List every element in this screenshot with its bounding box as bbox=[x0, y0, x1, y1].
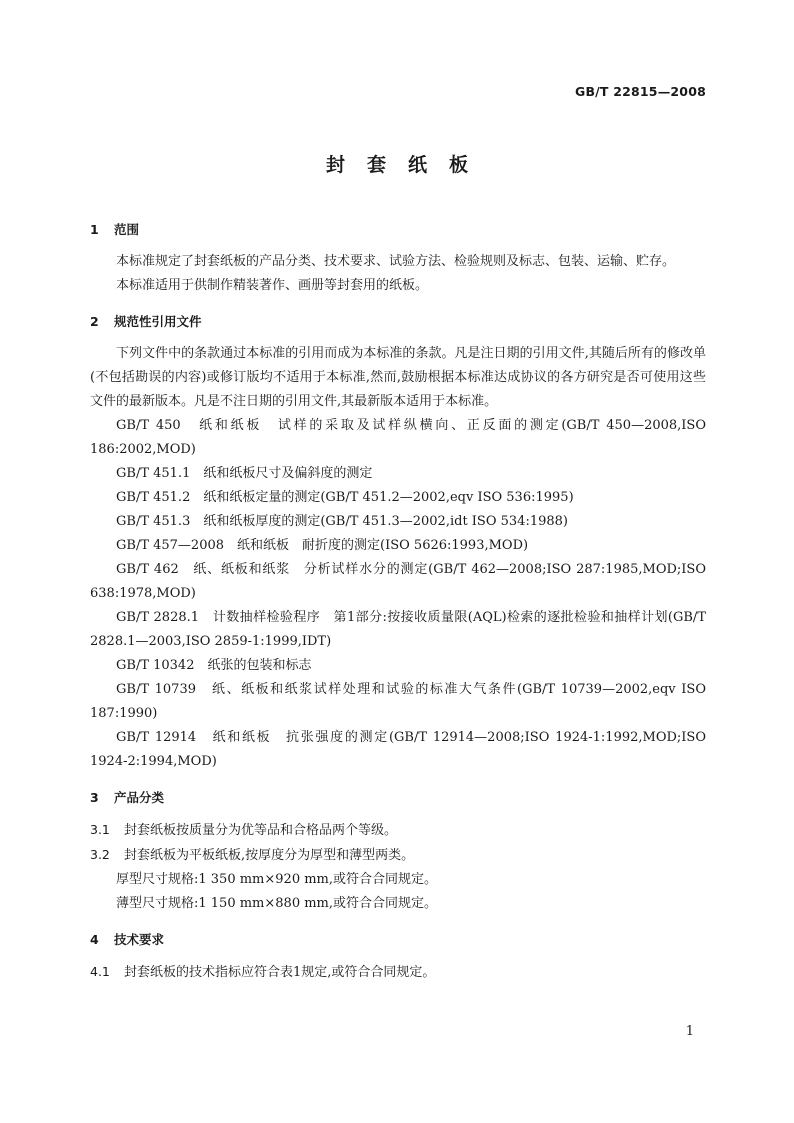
section-title: 范围 bbox=[114, 222, 140, 237]
section-heading-technical-requirements bbox=[90, 928, 706, 952]
section-heading-normative-references bbox=[90, 310, 706, 334]
section-heading-product-classification bbox=[90, 786, 706, 810]
section-number: 4 bbox=[90, 932, 99, 947]
reference-item: GB/T 451.1 纸和纸板尺寸及偏斜度的测定 bbox=[116, 466, 373, 481]
reference-item: GB/T 10739 纸、纸板和纸浆试样处理和试验的标准大气条件(GB/T 10739—2002,eqv ISO 187:1990) bbox=[90, 682, 706, 721]
page-number: 1 bbox=[685, 1024, 694, 1039]
section-title: 规范性引用文件 bbox=[114, 314, 202, 329]
reference-item: GB/T 462 纸、纸板和纸浆 分析试样水分的测定(GB/T 462—2008;ISO 287:1985,MOD;ISO 638:1978,MOD) bbox=[90, 562, 706, 601]
reference-item: GB/T 457—2008 纸和纸板 耐折度的测定(ISO 5626:1993,MOD) bbox=[116, 538, 529, 553]
document-title: 封套纸板 bbox=[325, 154, 490, 176]
reference-item: GB/T 2828.1 计数抽样检验程序 第1部分:按接收质量限(AQL)检索的逐批检验和抽样计划(GB/T 2828.1—2003,ISO 2859-1:1999,IDT) bbox=[90, 610, 706, 649]
clause-number: 4.1 bbox=[90, 964, 110, 979]
clause-text: 封套纸板的技术指标应符合表1规定,或符合合同规定。 bbox=[124, 965, 436, 980]
section-title: 产品分类 bbox=[114, 790, 165, 805]
clause-item bbox=[90, 818, 706, 843]
paragraph: 下列文件中的条款通过本标准的引用而成为本标准的条款。凡是注日期的引用文件,其随后所有的修改单(不包括勘误的内容)或修订版均不适用于本标准,然而,鼓励根据本标准达成协议的各方研究是否可使用这些文件的最新版本。凡是不注日期的引用文件,其最新版本适用于本标准。 bbox=[90, 346, 706, 409]
paragraph: 本标准规定了封套纸板的产品分类、技术要求、试验方法、检验规则及标志、包装、运输、贮存。 bbox=[116, 254, 676, 269]
section-heading-scope bbox=[90, 218, 706, 242]
section-number: 1 bbox=[90, 222, 99, 237]
reference-item: GB/T 451.2 纸和纸板定量的测定(GB/T 451.2—2002,eqv ISO 536:1995) bbox=[116, 490, 574, 505]
reference-item: GB/T 450 纸和纸板 试样的采取及试样纵横向、正反面的测定(GB/T 450—2008,ISO 186:2002,MOD) bbox=[90, 418, 706, 457]
reference-item: GB/T 12914 纸和纸板 抗张强度的测定(GB/T 12914—2008;ISO 1924-1:1992,MOD;ISO 1924-2:1994,MOD) bbox=[90, 730, 706, 769]
clause-item bbox=[90, 960, 706, 985]
reference-item: GB/T 10342 纸张的包装和标志 bbox=[116, 658, 312, 673]
section-number: 3 bbox=[90, 790, 99, 805]
clause-item bbox=[90, 843, 706, 868]
section-number: 2 bbox=[90, 314, 99, 329]
clause-text: 封套纸板按质量分为优等品和合格品两个等级。 bbox=[124, 823, 398, 838]
section-title: 技术要求 bbox=[114, 932, 165, 947]
clause-text: 封套纸板为平板纸板,按厚度分为厚型和薄型两类。 bbox=[124, 848, 415, 863]
document-code: GB/T 22815—2008 bbox=[574, 84, 706, 99]
clause-number: 3.2 bbox=[90, 847, 110, 862]
clause-number: 3.1 bbox=[90, 822, 110, 837]
size-spec: 厚型尺寸规格:1 350 mm×920 mm,或符合合同规定。 bbox=[116, 872, 438, 887]
paragraph: 本标准适用于供制作精装著作、画册等封套用的纸板。 bbox=[116, 278, 429, 293]
reference-item: GB/T 451.3 纸和纸板厚度的测定(GB/T 451.3—2002,idt ISO 534:1988) bbox=[116, 514, 568, 529]
document-body bbox=[90, 216, 706, 985]
size-spec: 薄型尺寸规格:1 150 mm×880 mm,或符合合同规定。 bbox=[116, 896, 438, 911]
